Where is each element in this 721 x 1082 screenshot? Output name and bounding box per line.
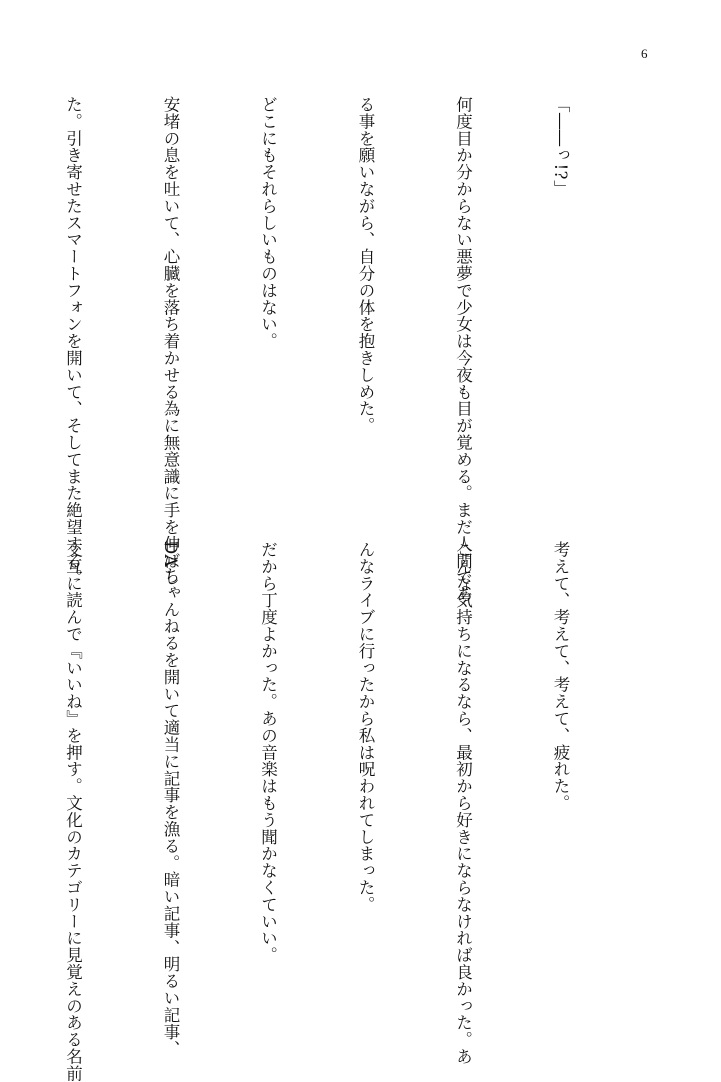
page-number: 6 [641, 46, 648, 61]
text-line: 考えて、考えて、考えて、疲れた。 [551, 541, 570, 812]
text-line: 交互に読んで『いいね』を押す。文化のカテゴリーに見覚えのある名前 [63, 541, 83, 1082]
text-line: 何度目か分からない悪夢で少女は今夜も目が覚める。まだ人間であ [453, 96, 473, 603]
text-line: どこにもそれらしいものはない。 [258, 96, 278, 350]
text-line: んなライブに行ったから私は呪われてしまった。 [356, 541, 375, 913]
text-line: だから丁度よかった。あの音楽はもう聞かなくていい。 [258, 541, 278, 964]
text-line: 安堵の息を吐いて、心臓を落ち着かせる為に無意識に手を伸ばし [161, 96, 180, 587]
lower-text-block [0, 541, 641, 1082]
text-line: DAちゃんねるを開いて適当に記事を漁る。暗い記事、明るい記事、 [161, 541, 180, 1058]
text-line: た。引き寄せたスマートフォンを開いて、そしてまた絶望する。 [63, 96, 83, 587]
text-line: 「――っ!?」 [551, 96, 570, 197]
text-line: こんな気持ちになるなら、最初から好きにならなければ良かった。あ [453, 541, 473, 1065]
text-line: る事を願いながら、自分の体を抱きしめた。 [356, 96, 375, 434]
upper-text-block [0, 96, 641, 603]
